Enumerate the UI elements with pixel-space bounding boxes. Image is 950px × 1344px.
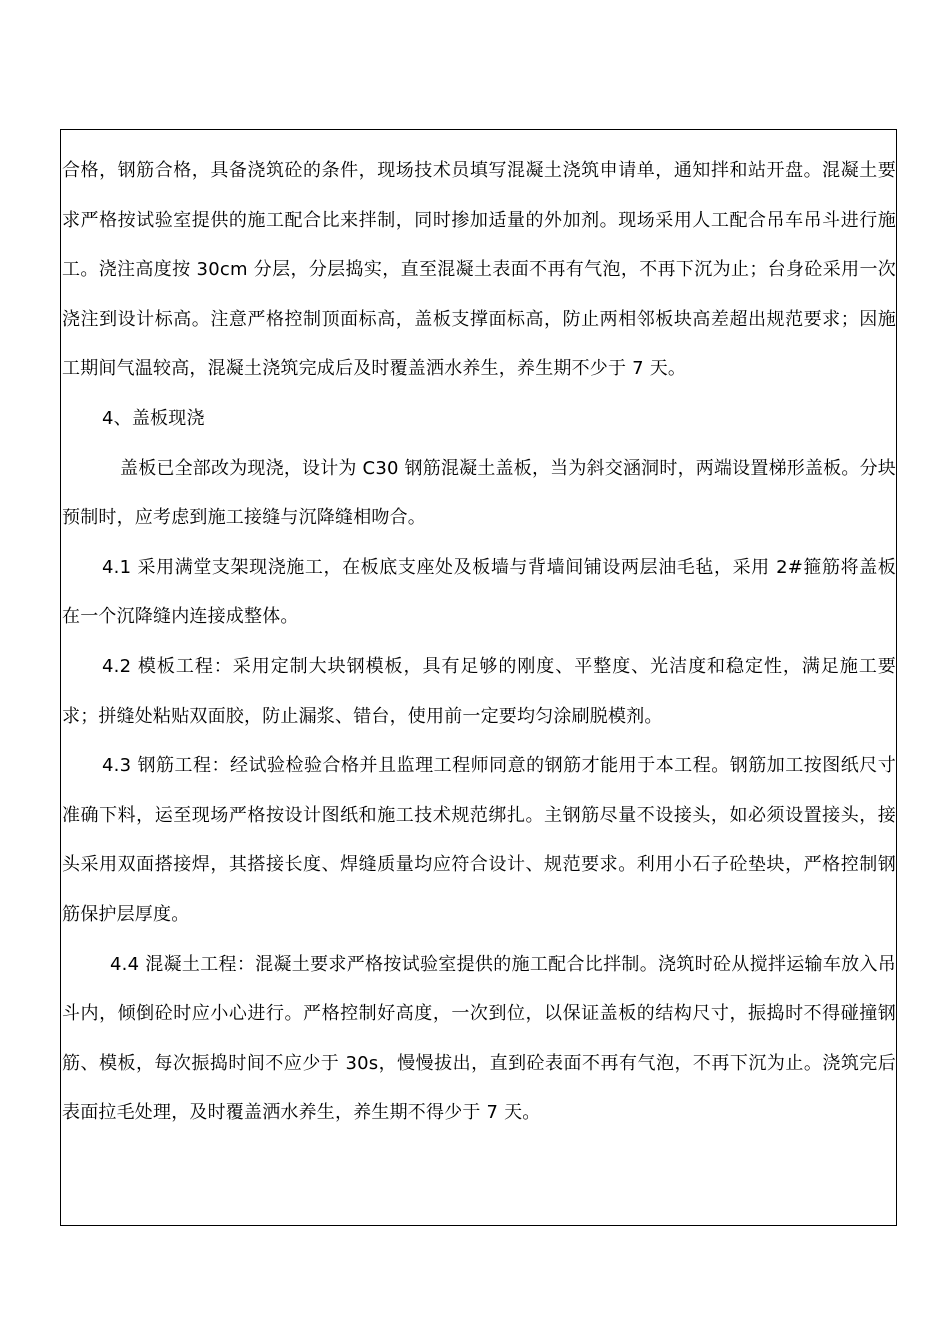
section-heading-cover-slab: 4、盖板现浇: [102, 407, 205, 429]
paragraph-4-4-concrete: 4.4 混凝土工程：混凝土要求严格按试验室提供的施工配合比拌制。浇筑时砼从搅拌运输车放入吊斗内，倾倒砼时应小心进行。严格控制好高度，一次到位，以保证盖板的结构尺寸，振捣时不得碰撞钢筋、模板，每次振捣时间不应少于 30s，慢慢拔出，直到砼表面不再有气泡，不再下沉为止。浇筑完后表面拉毛处理，及时覆盖洒水养生，养生期不得少于 7 天。: [62, 953, 896, 1124]
paragraph-4-1-scaffolding: 4.1 采用满堂支架现浇施工，在板底支座处及板墙与背墙间铺设两层油毛毡，采用 2#箍筋将盖板在一个沉降缝内连接成整体。: [62, 556, 896, 628]
paragraph-cover-slab-intro: 盖板已全部改为现浇，设计为 C30 钢筋混凝土盖板，当为斜交涵洞时，两端设置梯形盖板。分块预制时，应考虑到施工接缝与沉降缝相吻合。: [62, 457, 896, 529]
paragraph-continued-pouring: 合格，钢筋合格，具备浇筑砼的条件，现场技术员填写混凝土浇筑申请单，通知拌和站开盘。混凝土要求严格按试验室提供的施工配合比来拌制，同时掺加适量的外加剂。现场采用人工配合吊车吊斗进行施工。浇注高度按 30cm 分层，分层捣实，直至混凝土表面不再有气泡，不再下沉为止；台身砼采用一次浇注到设计标高。注意严格控制顶面标高，盖板支撑面标高，防止两相邻板块高差超出规范要求；因施工期间气温较高，混凝土浇筑完成后及时覆盖洒水养生，养生期不少于 7 天。: [62, 160, 896, 380]
paragraph-4-2-formwork: 4.2 模板工程：采用定制大块钢模板，具有足够的刚度、平整度、光洁度和稳定性，满足施工要求；拼缝处粘贴双面胶，防止漏浆、错台，使用前一定要均匀涂刷脱模剂。: [62, 655, 896, 727]
document-frame: [60, 129, 897, 1226]
paragraph-4-3-rebar: 4.3 钢筋工程：经试验检验合格并且监理工程师同意的钢筋才能用于本工程。钢筋加工按图纸尺寸准确下料，运至现场严格按设计图纸和施工技术规范绑扎。主钢筋尽量不设接头，如必须设置接头，接头采用双面搭接焊，其搭接长度、焊缝质量均应符合设计、规范要求。利用小石子砼垫块，严格控制钢筋保护层厚度。: [62, 755, 896, 925]
document-body: [61, 146, 898, 1138]
